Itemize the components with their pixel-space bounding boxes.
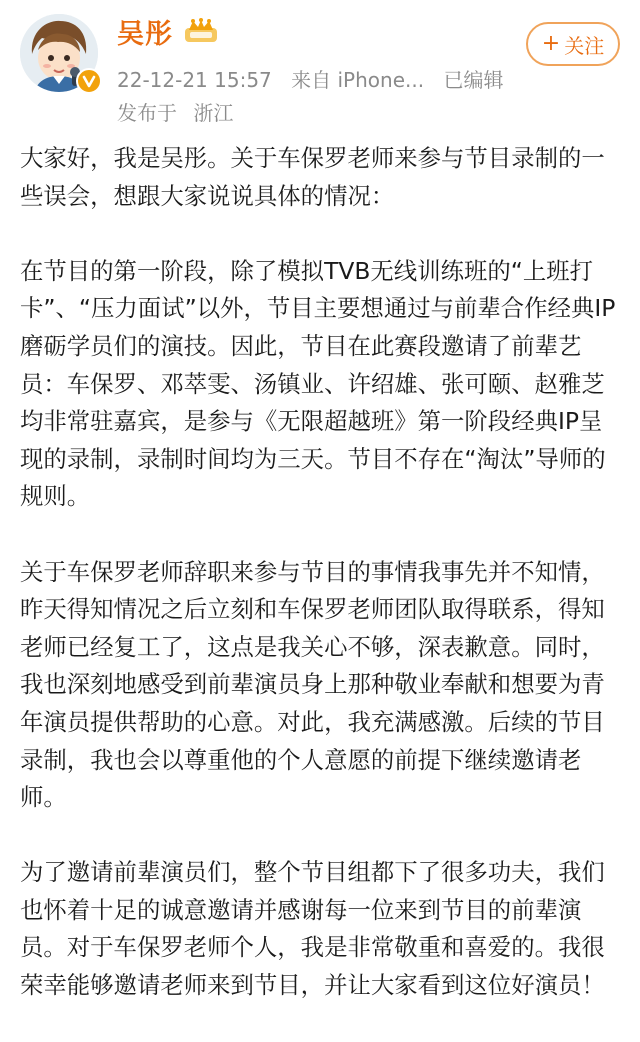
post-paragraph: 在节目的第一阶段，除了模拟TVB无线训练班的“上班打卡”、“压力面试”以外，节目主要想通过与前辈合作经典IP磨砺学员们的演技。因此，节目在此赛段邀请了前辈艺员：车保罗、邓萃雯、汤镇业、许绍雄、张可颐、赵雅芝均非常驻嘉宾，是参与《无限超越班》第一阶段经典IP呈现的录制，录制时间均为三天。节目不存在“淘汰”导师的规则。 [20, 256, 616, 511]
follow-label: 关注 [564, 33, 605, 58]
post-header [0, 0, 640, 130]
crown-vip-icon[interactable] [183, 18, 219, 44]
location-prefix: 发布于 [117, 101, 177, 125]
post-paragraph: 大家好，我是吴彤。关于车保罗老师来参与节目录制的一些误会，想跟大家说说具体的情况： [20, 144, 605, 210]
plus-icon: + [541, 31, 561, 56]
post-paragraph: 为了邀请前辈演员们，整个节目组都下了很多功夫，我们也怀着十足的诚意邀请并感谢每一位来到节目的前辈演员。对于车保罗老师个人，我是非常敬重和喜爱的。我很荣幸能够邀请老师来到节目，并让大家看到这位好演员！ [20, 858, 605, 1000]
verified-v-badge-icon [76, 68, 102, 94]
post-location [117, 97, 233, 126]
edited-label[interactable]: 已编辑 [443, 68, 504, 92]
author-row [117, 12, 219, 50]
post-time: 22-12-21 15:57 [117, 68, 272, 92]
post-body [20, 140, 622, 1042]
author-name[interactable]: 吴彤 [117, 18, 173, 50]
post-paragraph: 关于车保罗老师辞职来参与节目的事情我事先并不知情，昨天得知情况之后立刻和车保罗老师团队取得联系，得知老师已经复工了，这点是我关心不够，深表歉意。同时，我也深刻地感受到前辈演员身上那种敬业奉献和想要为青年演员提供帮助的心意。对此，我充满感激。后续的节目录制，我也会以尊重他的个人意愿的前提下继续邀请老师。 [20, 557, 605, 812]
post-meta [117, 64, 503, 93]
follow-button[interactable] [526, 22, 620, 66]
location-place: 浙江 [193, 101, 234, 125]
avatar[interactable] [20, 14, 102, 96]
post-source[interactable]: 来自 iPhone... [291, 68, 425, 92]
